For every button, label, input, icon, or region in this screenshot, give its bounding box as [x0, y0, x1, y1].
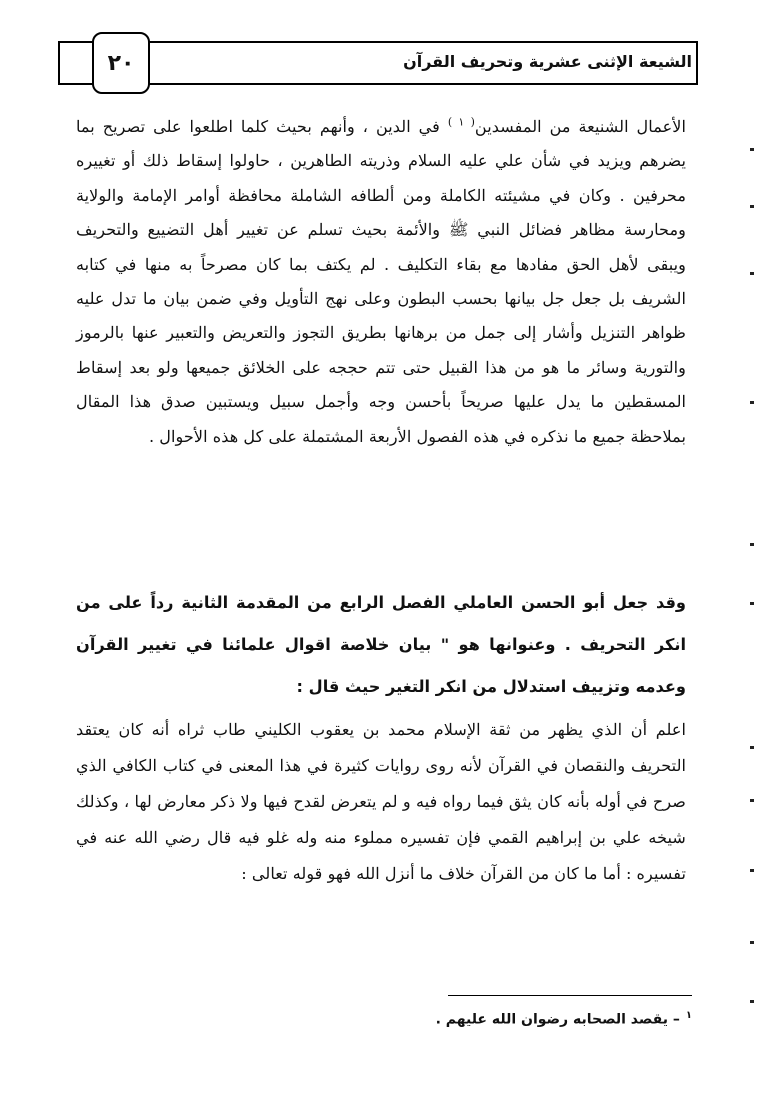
paragraph-1-rest: في الدين ، وأنهم بحيث كلما اطلعوا على تصريح بما يضرهم ويزيد في شأن علي عليه السلام وذريته الطاهرين ، حاولوا إسقاط ذلك أو تغييره محرفين . وكان في مشيئته الكاملة ومن ألطافه الشاملة محافظة أوامر الإمامة والولاية ومحارسة مظاهر فضائل النبي ﷺ والأئمة بحيث تسلم عن تغيير أهل التضييع والتحريف ويبقى لأهل الحق مفادها مع بقاء التكليف . لم يكتف بما كان مصرحاً به منها في كتابه الشريف بل جعل جل بيانها بحسب البطون وعلى نهج التأويل وفي ضمن بيان ما تدل عليه ظواهر التنزيل وأشار إلى جمل من برهانها بطريق التجوز والتعريض والتعبير عنها بالرموز والتورية وسائر ما هو من هذا القبيل حتى تتم حججه على الخلائق جميعها ولو بعد إسقاط المسقطين ما يدل عليها صريحاً بأحسن وجه وأجمل سبيل ويستبين صدق هذا المقال بملاحظة جميع ما نذكره في هذه الفصول الأربعة المشتملة على كل هذه الأحوال . [76, 117, 686, 446]
paragraph-3-text: اعلم أن الذي يظهر من ثقة الإسلام محمد بن يعقوب الكليني طاب ثراه أنه كان يعتقد التحريف والنقصان في القرآن لأنه روى روايات كثيرة في هذا المعنى في كتاب الكافي الذي صرح في أوله بأنه كان يثق فيما رواه فيه و لم يتعرض لقدح فيها ولا ذكر معارض لها ، وكذلك شيخه علي بن إبراهيم القمي فإن تفسيره مملوء منه وله غلو فيه قال رضي الله عنه في تفسيره : أما ما كان من القرآن خلاف ما أنزل الله فهو قوله تعالى : [76, 720, 686, 883]
footnote-mark: ١ [685, 1010, 692, 1021]
footnote-separator [448, 995, 692, 996]
scan-mark [750, 401, 754, 404]
scan-mark [750, 869, 754, 872]
scan-mark [750, 602, 754, 605]
footnote-reference[interactable]: ( ١ ) [447, 115, 475, 129]
scan-mark [750, 746, 754, 749]
paragraph-2-text: وقد جعل أبو الحسن العاملي الفصل الرابع من المقدمة الثانية رداً على من انكر التحريف . وعنوانها هو " بيان خلاصة اقوال علمائنا في تغيير القرآن وعدمه وتزييف استدلال من انكر التغير حيث قال : [76, 593, 686, 696]
scan-mark [750, 205, 754, 208]
scan-mark [750, 941, 754, 944]
body-paragraph-2-bold [76, 582, 686, 708]
scan-mark [750, 543, 754, 546]
scan-mark [750, 272, 754, 275]
page-number: ٢٠ [92, 32, 150, 94]
footnote [436, 1010, 692, 1028]
body-paragraph-3 [76, 712, 686, 892]
body-paragraph-1 [76, 110, 686, 454]
running-header-title: الشيعة الإثنى عشرية وتحريف القرآن [403, 52, 692, 71]
footnote-text: – يقصد الصحابه رضوان الله عليهم . [435, 1011, 680, 1028]
scan-mark [750, 1000, 754, 1003]
scan-mark [750, 799, 754, 802]
paragraph-1-start: الأعمال الشنيعة من المفسدين [474, 117, 686, 136]
scan-mark [750, 148, 754, 151]
